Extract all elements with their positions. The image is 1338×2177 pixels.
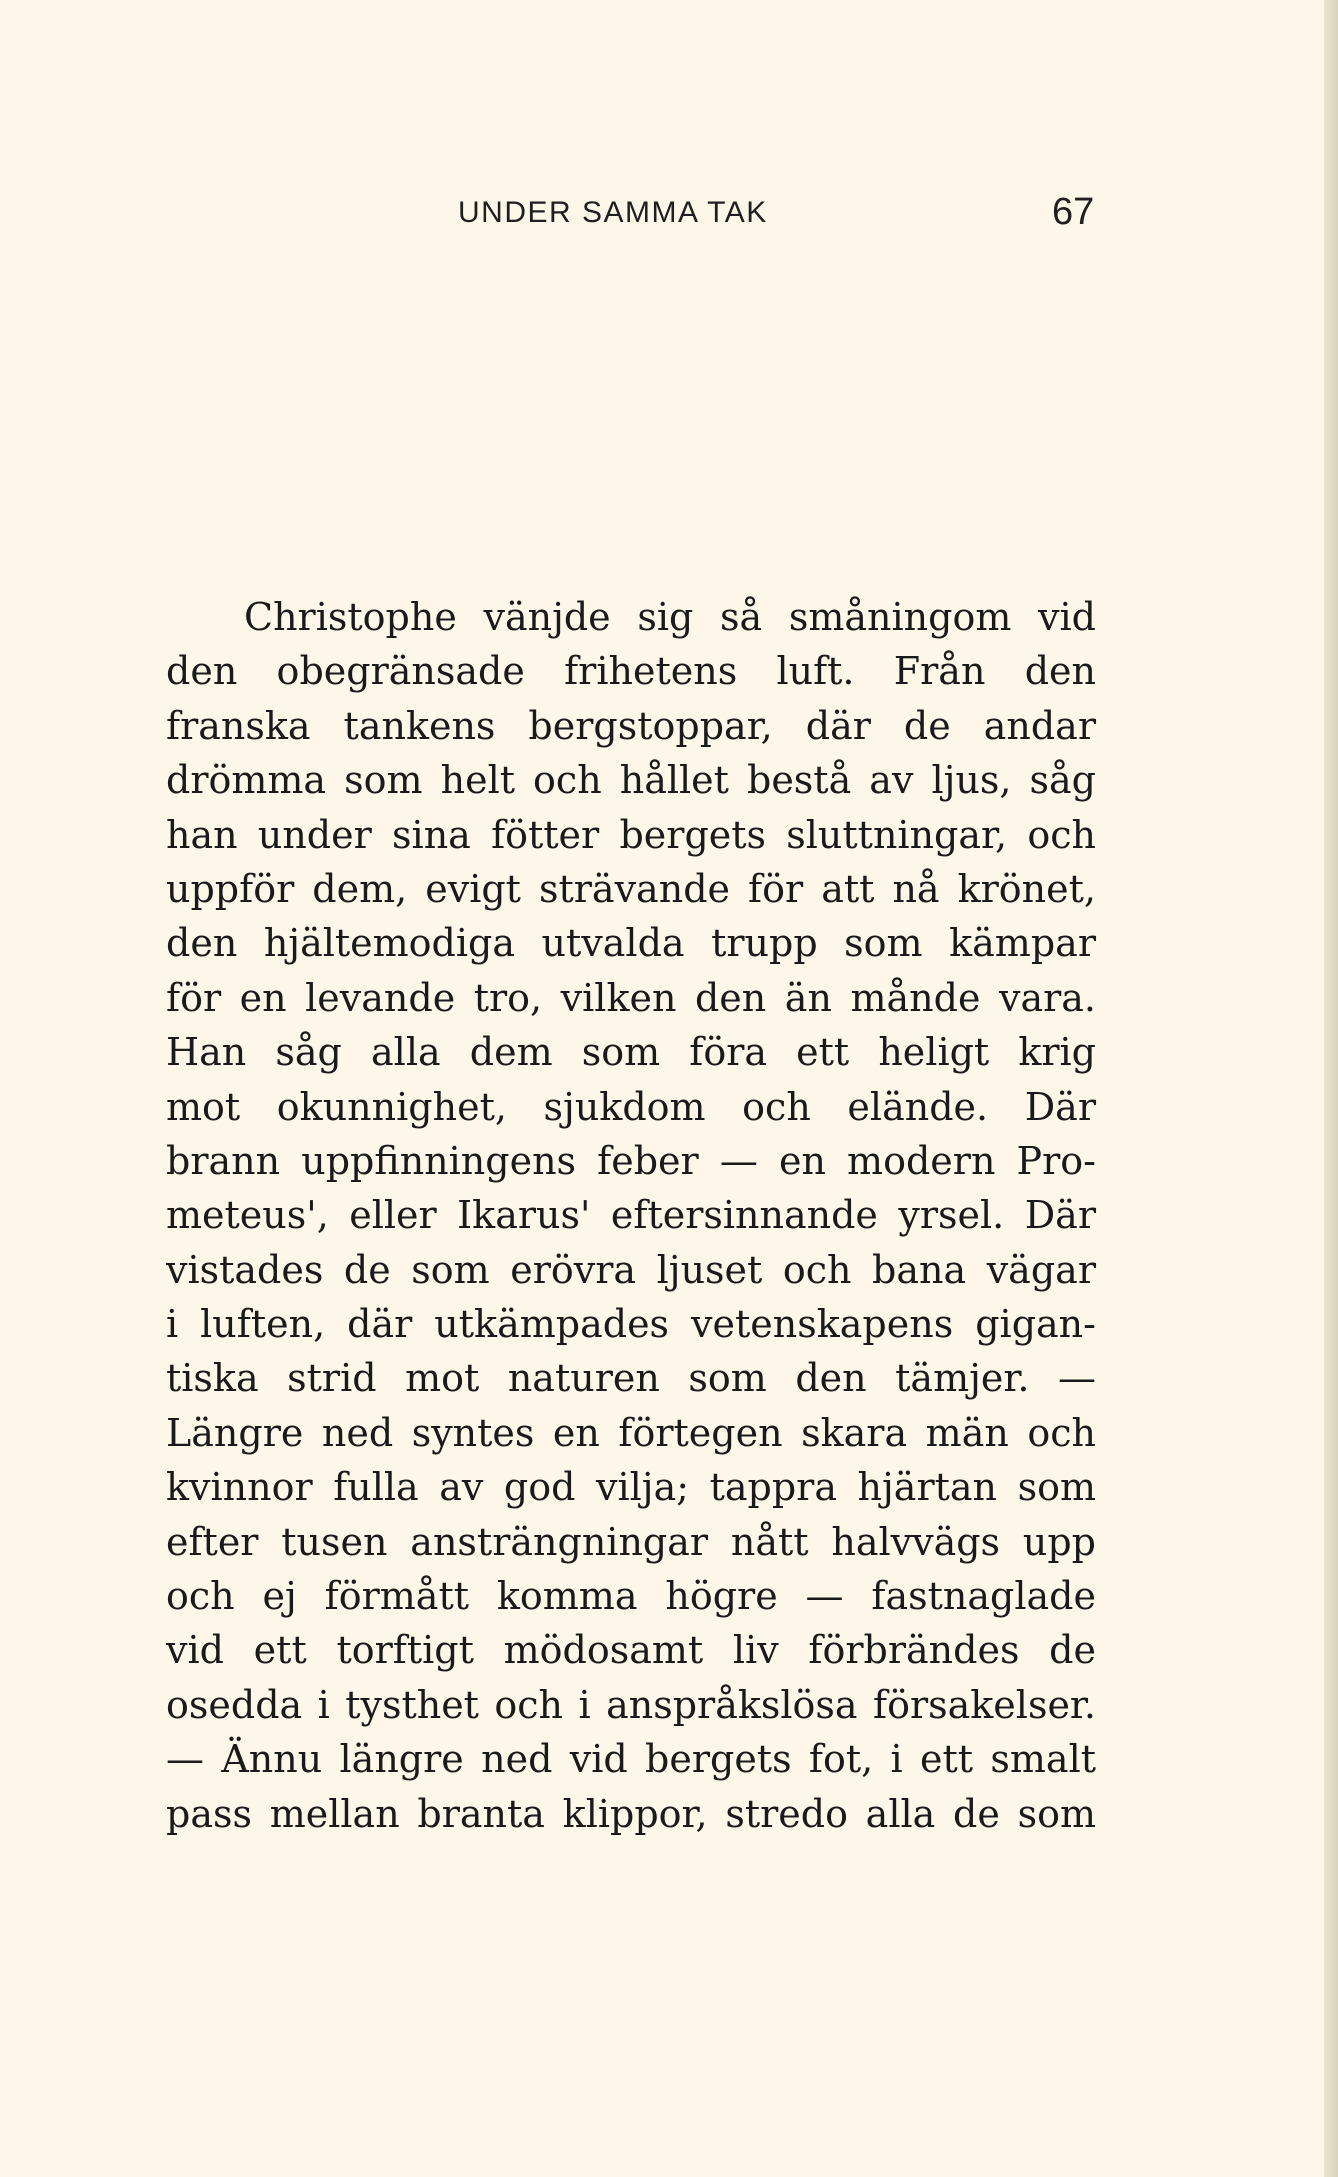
text-line: Christophe vänjde sig så småningom vid: [244, 595, 1096, 639]
text-line: pass mellan branta klippor, stredo alla de som: [166, 1791, 1096, 1836]
text-line: och ej förmått komma högre — fastnaglade: [166, 1574, 1096, 1619]
page-edge: [1324, 0, 1338, 2177]
body-text: [166, 590, 1096, 1841]
text-line: han under sina fötter bergets sluttningar, och: [166, 812, 1096, 857]
text-line: den hjältemodiga utvalda trupp som kämpar: [166, 921, 1096, 966]
text-line: Han såg alla dem som föra ett heligt krig: [166, 1030, 1096, 1075]
text-line: osedda i tysthet och i anspråkslösa försakelser.: [166, 1682, 1096, 1727]
text-line: drömma som helt och hållet bestå av ljus, såg: [166, 758, 1096, 803]
text-line: uppför dem, evigt strävande för att nå krönet,: [166, 866, 1096, 911]
page-number: 67: [1052, 191, 1095, 233]
text-line: — Ännu längre ned vid bergets fot, i ett smalt: [166, 1737, 1096, 1782]
text-line: mot okunnighet, sjukdom och elände. Där: [166, 1084, 1096, 1129]
text-line: den obegränsade frihetens luft. Från den: [166, 649, 1096, 694]
running-head: [0, 191, 1338, 246]
text-line: i luften, där utkämpades vetenskapens gigan-: [166, 1302, 1096, 1347]
text-line: brann uppfinningens feber — en modern Pro-: [166, 1138, 1096, 1183]
text-line: Längre ned syntes en förtegen skara män och: [166, 1410, 1096, 1455]
running-title: UNDER SAMMA TAK: [458, 196, 768, 229]
text-line: tiska strid mot naturen som den tämjer. —: [166, 1356, 1096, 1401]
text-line: kvinnor fulla av god vilja; tappra hjärtan som: [166, 1465, 1096, 1510]
text-line: för en levande tro, vilken den än månde vara.: [166, 975, 1096, 1020]
text-line: efter tusen ansträngningar nått halvvägs upp: [166, 1519, 1096, 1564]
text-line: vistades de som erövra ljuset och bana vägar: [166, 1247, 1096, 1292]
text-line: franska tankens bergstoppar, där de andar: [166, 703, 1096, 748]
text-line: vid ett torftigt mödosamt liv förbrändes de: [166, 1628, 1096, 1673]
text-line: meteus', eller Ikarus' eftersinnande yrsel. Där: [166, 1193, 1096, 1238]
